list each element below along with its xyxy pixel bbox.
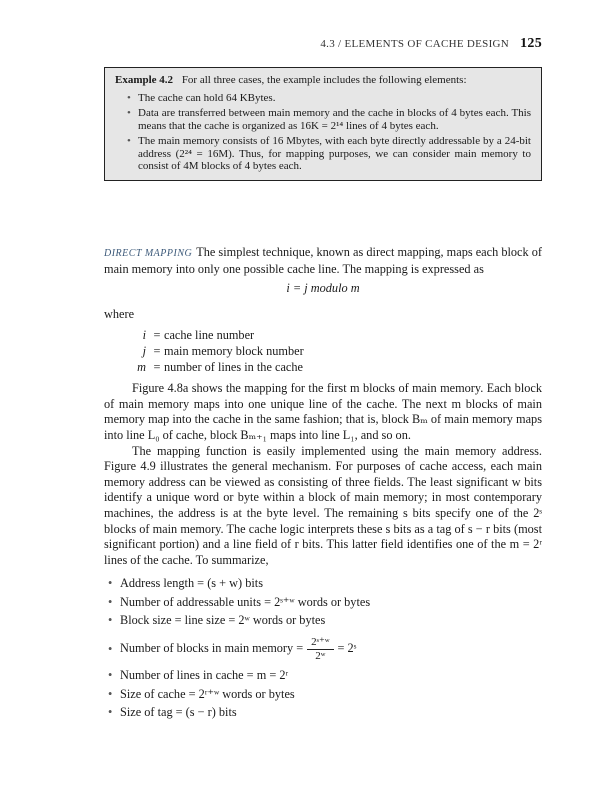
example-list	[115, 92, 531, 173]
summary-item	[104, 595, 542, 611]
bullet-icon: •	[108, 594, 113, 609]
definition-equals: =	[153, 359, 161, 374]
definition-row	[104, 344, 542, 360]
definition-meaning: main memory block number	[164, 343, 304, 358]
where-label: where	[104, 306, 135, 321]
intro-paragraph	[104, 245, 542, 277]
example-label: Example 4.2	[115, 74, 174, 86]
blocks-label: Number of blocks in main memory =	[120, 641, 304, 656]
definition-row	[104, 328, 542, 344]
mapping-equation: i = j modulo m	[286, 281, 360, 296]
fraction-denominator: 2ʷ	[315, 649, 326, 662]
summary-item-blocks	[104, 632, 542, 666]
definition-symbol: i	[142, 328, 146, 343]
example-item-text: The cache can hold 64 KBytes.	[138, 91, 276, 104]
definition-symbol: j	[142, 343, 146, 358]
running-header	[104, 36, 542, 52]
page-number: 125	[520, 36, 542, 51]
bullet-icon: •	[127, 91, 131, 104]
example-box	[104, 67, 542, 181]
bullet-icon: •	[108, 642, 113, 657]
summary-item	[104, 613, 542, 629]
summary-item-text: Number of addressable units = 2ˢ⁺ʷ words or bytes	[120, 594, 371, 609]
summary-item	[104, 705, 542, 721]
running-title: 4.3 / ELEMENTS OF CACHE DESIGN	[320, 38, 510, 50]
example-item	[115, 135, 531, 173]
bullet-icon: •	[108, 705, 113, 720]
summary-item	[104, 576, 542, 592]
bullet-icon: •	[127, 107, 131, 119]
paragraph-mapping-function: The mapping function is easily implemented using the main memory address. Figure 4.9 illustrates the general mechanism. For purposes of cache access, each main memory address can be viewed as consisting of three fields. The least significant w bits identify a unique word or byte within a block of main memory; in most contemporary machines, the address is at the byte level. The remaining s bits specify one of the 2ˢ blocks of main memory. The cache logic interprets these s bits as a tag of s − r bits (most significant portion) and a line field of r bits. This latter field identifies one of the m = 2ʳ lines of the cache. To summarize,	[104, 443, 542, 567]
bullet-icon: •	[108, 576, 113, 591]
body-text	[104, 245, 542, 724]
bullet-icon: •	[108, 613, 113, 628]
summary-item	[104, 668, 542, 684]
definition-equals: =	[153, 328, 161, 343]
paragraph-figure-4-8a: Figure 4.8a shows the mapping for the first m blocks of main memory. Each block of main memory maps into one unique line of the cache. The next m blocks of main memory map into the cache in the same fashion; that is, block Bₘ of main memory maps into line L₀ of cache, block Bₘ₊₁ maps into line L₁, and so on.	[104, 381, 542, 442]
summary-item-text: Size of cache = 2ʳ⁺ʷ words or bytes	[120, 686, 295, 701]
summary-item-text: Address length = (s + w) bits	[120, 576, 263, 591]
definition-equals: =	[153, 343, 161, 358]
summary-item	[104, 687, 542, 703]
definition-meaning: cache line number	[164, 328, 255, 343]
definitions-list	[104, 328, 542, 375]
bullet-icon: •	[127, 135, 131, 147]
example-title	[115, 74, 531, 87]
bullet-icon: •	[108, 668, 113, 683]
summary-item-text: Block size = line size = 2ʷ words or bytes	[120, 613, 326, 628]
definition-meaning: number of lines in the cache	[164, 359, 303, 374]
fraction-numerator: 2ˢ⁺ʷ	[307, 636, 333, 650]
blocks-result: = 2ˢ	[337, 641, 357, 656]
example-item-text: Data are transferred between main memory and the cache in blocks of 4 bytes each. This means that the cache is organized as 16K = 2¹⁴ lines of 4 bytes each.	[138, 107, 531, 132]
definition-row	[104, 360, 542, 376]
example-item	[115, 92, 531, 105]
blocks-fraction	[307, 636, 333, 663]
summary-list	[104, 576, 542, 721]
bullet-icon: •	[108, 686, 113, 701]
section-run-in-heading: DIRECT MAPPING	[104, 248, 193, 259]
example-item	[115, 107, 531, 132]
summary-item-text: Size of tag = (s − r) bits	[120, 705, 237, 720]
intro-text: The simplest technique, known as direct mapping, maps each block of main memory into only one possible cache line. The mapping is expressed as	[104, 245, 542, 276]
example-intro: For all three cases, the example includes the following elements:	[181, 74, 467, 86]
summary-item-text: Number of lines in cache = m = 2ʳ	[120, 668, 289, 683]
example-item-text: The main memory consists of 16 Mbytes, with each byte directly addressable by a 24-bit address (2²⁴ = 16M). Thus, for mapping purposes, we can consider main memory to consist of 4M blocks of 4 bytes each.	[138, 135, 531, 172]
definition-symbol: m	[137, 359, 146, 374]
